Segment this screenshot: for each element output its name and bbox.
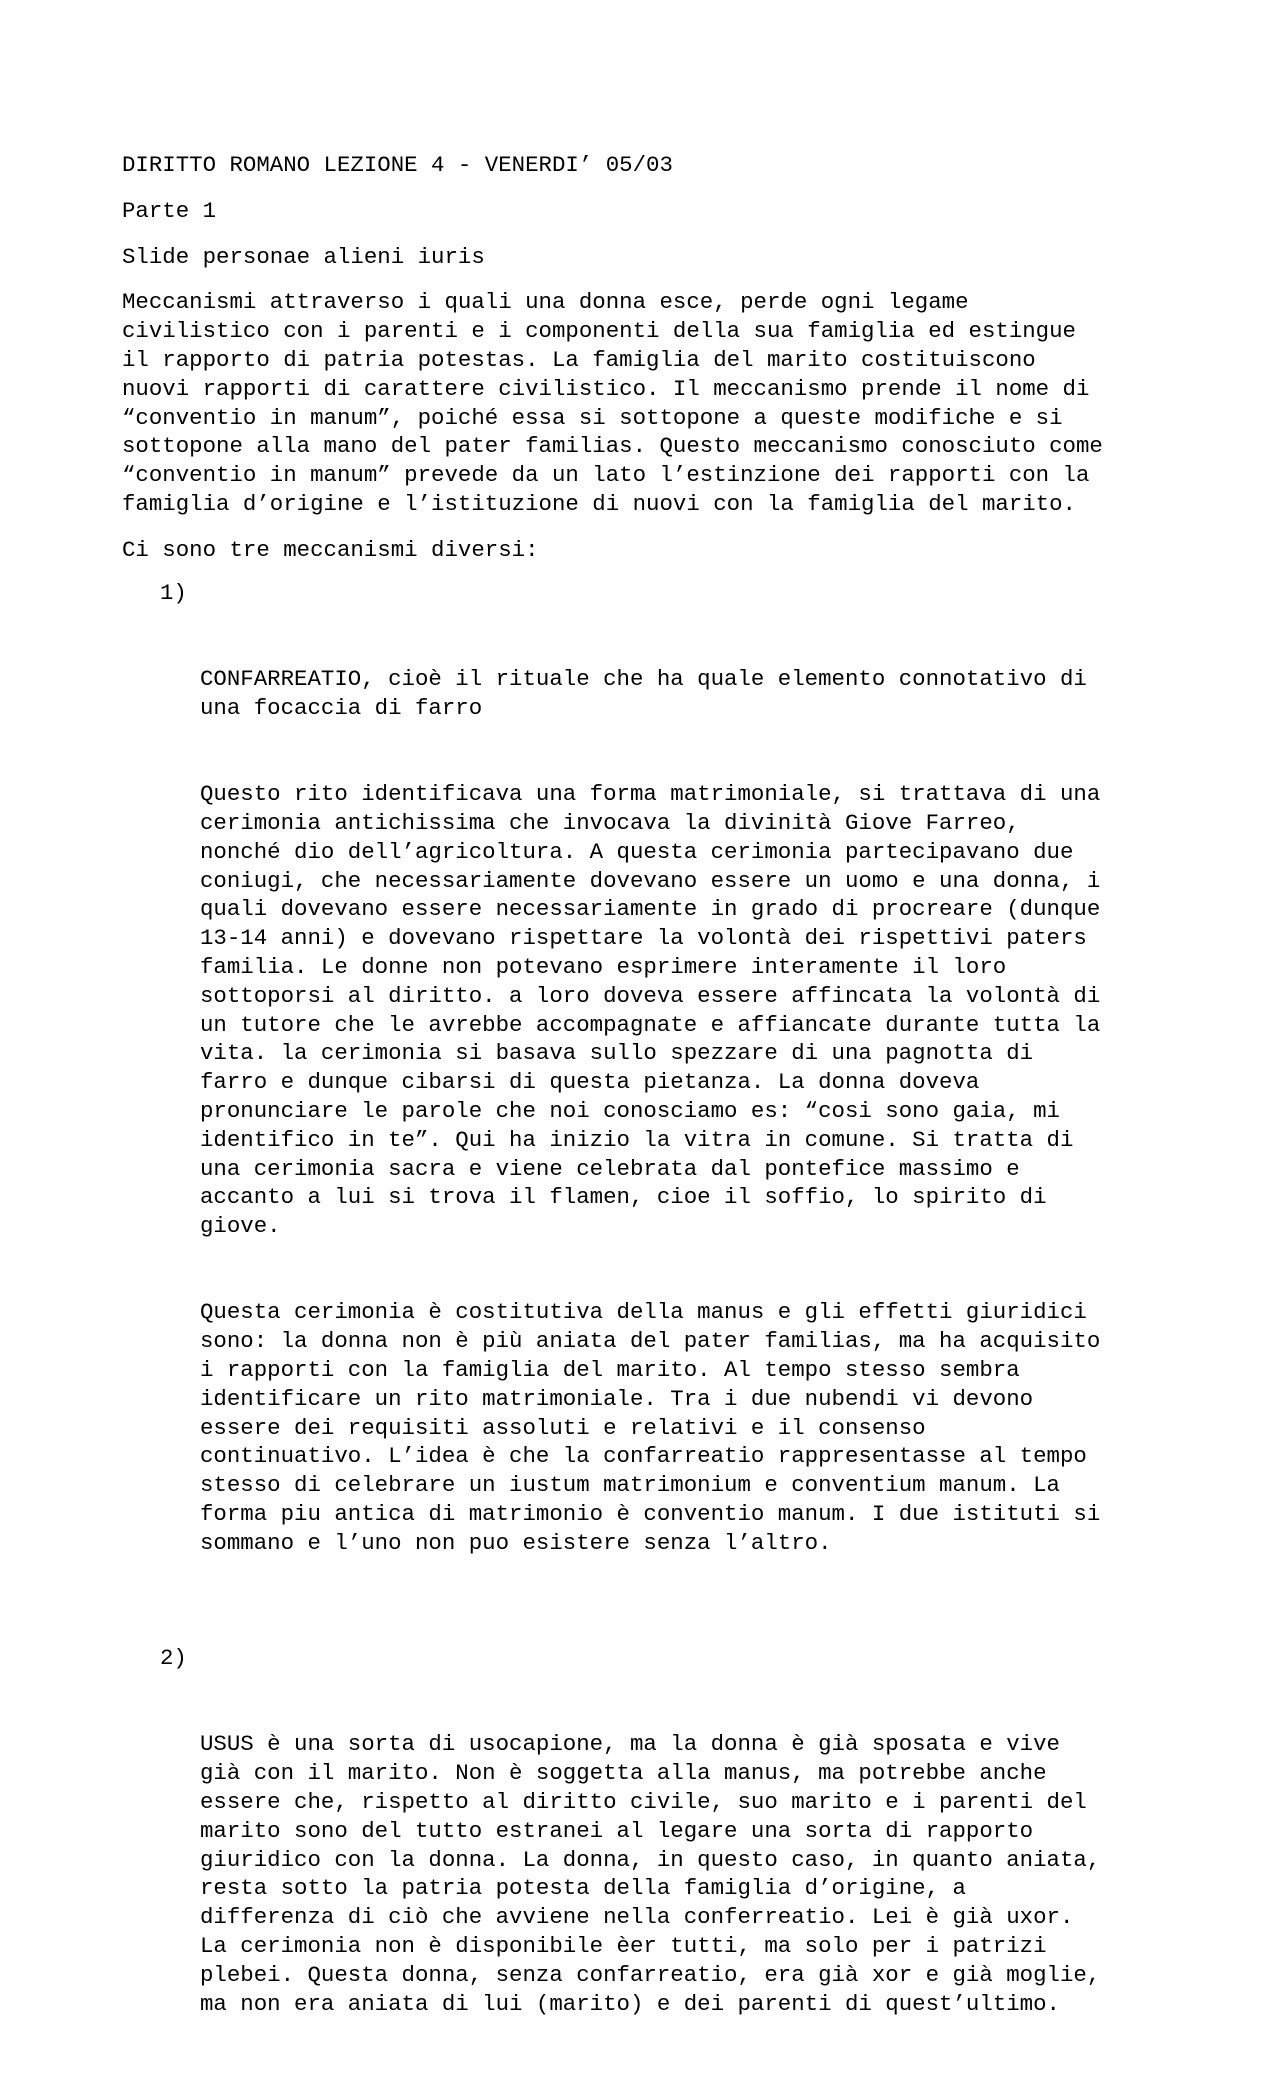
part-label: Parte 1 — [122, 197, 217, 224]
mechanisms-list — [122, 579, 1172, 2076]
document-title: DIRITTO ROMANO LEZIONE 4 - VENERDI’ 05/03 — [122, 152, 673, 178]
list-item — [122, 579, 1172, 1616]
confarreatio-heading: CONFARREATIO, cioè il rituale che ha quale elemento connotativo di una focaccia di farro — [200, 665, 1087, 721]
usus-text: USUS è una sorta di usocapione, ma la donna è già sposata e vive già con il marito. Non è soggetta alla manus, ma potrebbe anche essere che, rispetto al diritto civile, suo marito e i parenti del marito sono del tutto estranei al legare una sorta di rapporto giuridico con la donna. La donna, in questo caso, in quanto aniata, resta sotto la patria potesta della famiglia d’origine, a differenza di ciò che avviene nella conferreatio. Lei è già uxor. La cerimonia non è disponibile èer tutti, ma solo per i patrizi plebei. Questa donna, senza confarreatio, era già xor e già moglie, ma non era aniata di lui (marito) e dei parenti di quest’ultimo. — [200, 1731, 1101, 2017]
intro-paragraph: Meccanismi attraverso i quali una donna esce, perde ogni legame civilistico con i parenti e i componenti della sua famiglia ed estingue il rapporto di patria potestas. La famiglia del marito costituiscono nuovi rapporti di carattere civilistico. Il meccanismo prende il nome di “conventio in manum”, poiché essa si sottopone a queste modifiche e si sottopone alla mano del pater familias. Questo meccanismo conosciuto come “conventio in manum” prevede da un lato l’estinzione dei rapporti con la famiglia d’origine e l’istituzione di nuovi con la famiglia del marito. — [122, 289, 1103, 517]
document-content — [122, 151, 1172, 2076]
list-intro: Ci sono tre meccanismi diversi: — [122, 536, 539, 563]
list-item — [122, 1644, 1172, 2076]
slide-label: Slide personae alieni iuris — [122, 243, 485, 270]
list-item-number: 2) — [160, 1645, 187, 1672]
confarreatio-description: Questo rito identificava una forma matrimoniale, si trattava di una cerimonia antichissima che invocava la divinità Giove Farreo, nonché dio dell’agricoltura. A questa cerimonia partecipavano due coniugi, che necessariamente dovevano essere un uomo e una donna, i quali dovevano essere necessariamente in grado di procreare (dunque 13-14 anni) e dovevano rispettare la volontà dei rispettivi paters familia. Le donne non potevano esprimere interamente il loro sottoporsi al diritto. a loro doveva essere affincata la volontà di un tutore che le avrebbe accompagnate e affiancate durante tutta la vita. la cerimonia si basava sullo spezzare di una pagnotta di farro e dunque cibarsi di questa pietanza. La donna doveva pronunciare le parole che noi conosciamo es: “cosi sono gaia, mi identifico in te”. Qui ha inizio la vitra in comune. Si tratta di una cerimonia sacra e viene celebrata dal pontefice massimo e accanto a lui si trova il flamen, cioe il soffio, lo spirito di giove. — [200, 781, 1101, 1240]
confarreatio-effects: Questa cerimonia è costitutiva della manus e gli effetti giuridici sono: la donna non è più aniata del pater familias, ma ha acquisito i rapporti con la famiglia del marito. Al tempo stesso sembra identificare un rito matrimoniale. Tra i due nubendi vi devono essere dei requisiti assoluti e relativi e il consenso continuativo. L’idea è che la confarreatio rappresentasse al tempo stesso di celebrare un iustum matrimonium e conventium manum. La forma piu antica di matrimonio è conventio manum. I due istituti si sommano e l’uno non puo esistere senza l’altro. — [200, 1299, 1101, 1556]
list-item-number: 1) — [160, 579, 187, 606]
